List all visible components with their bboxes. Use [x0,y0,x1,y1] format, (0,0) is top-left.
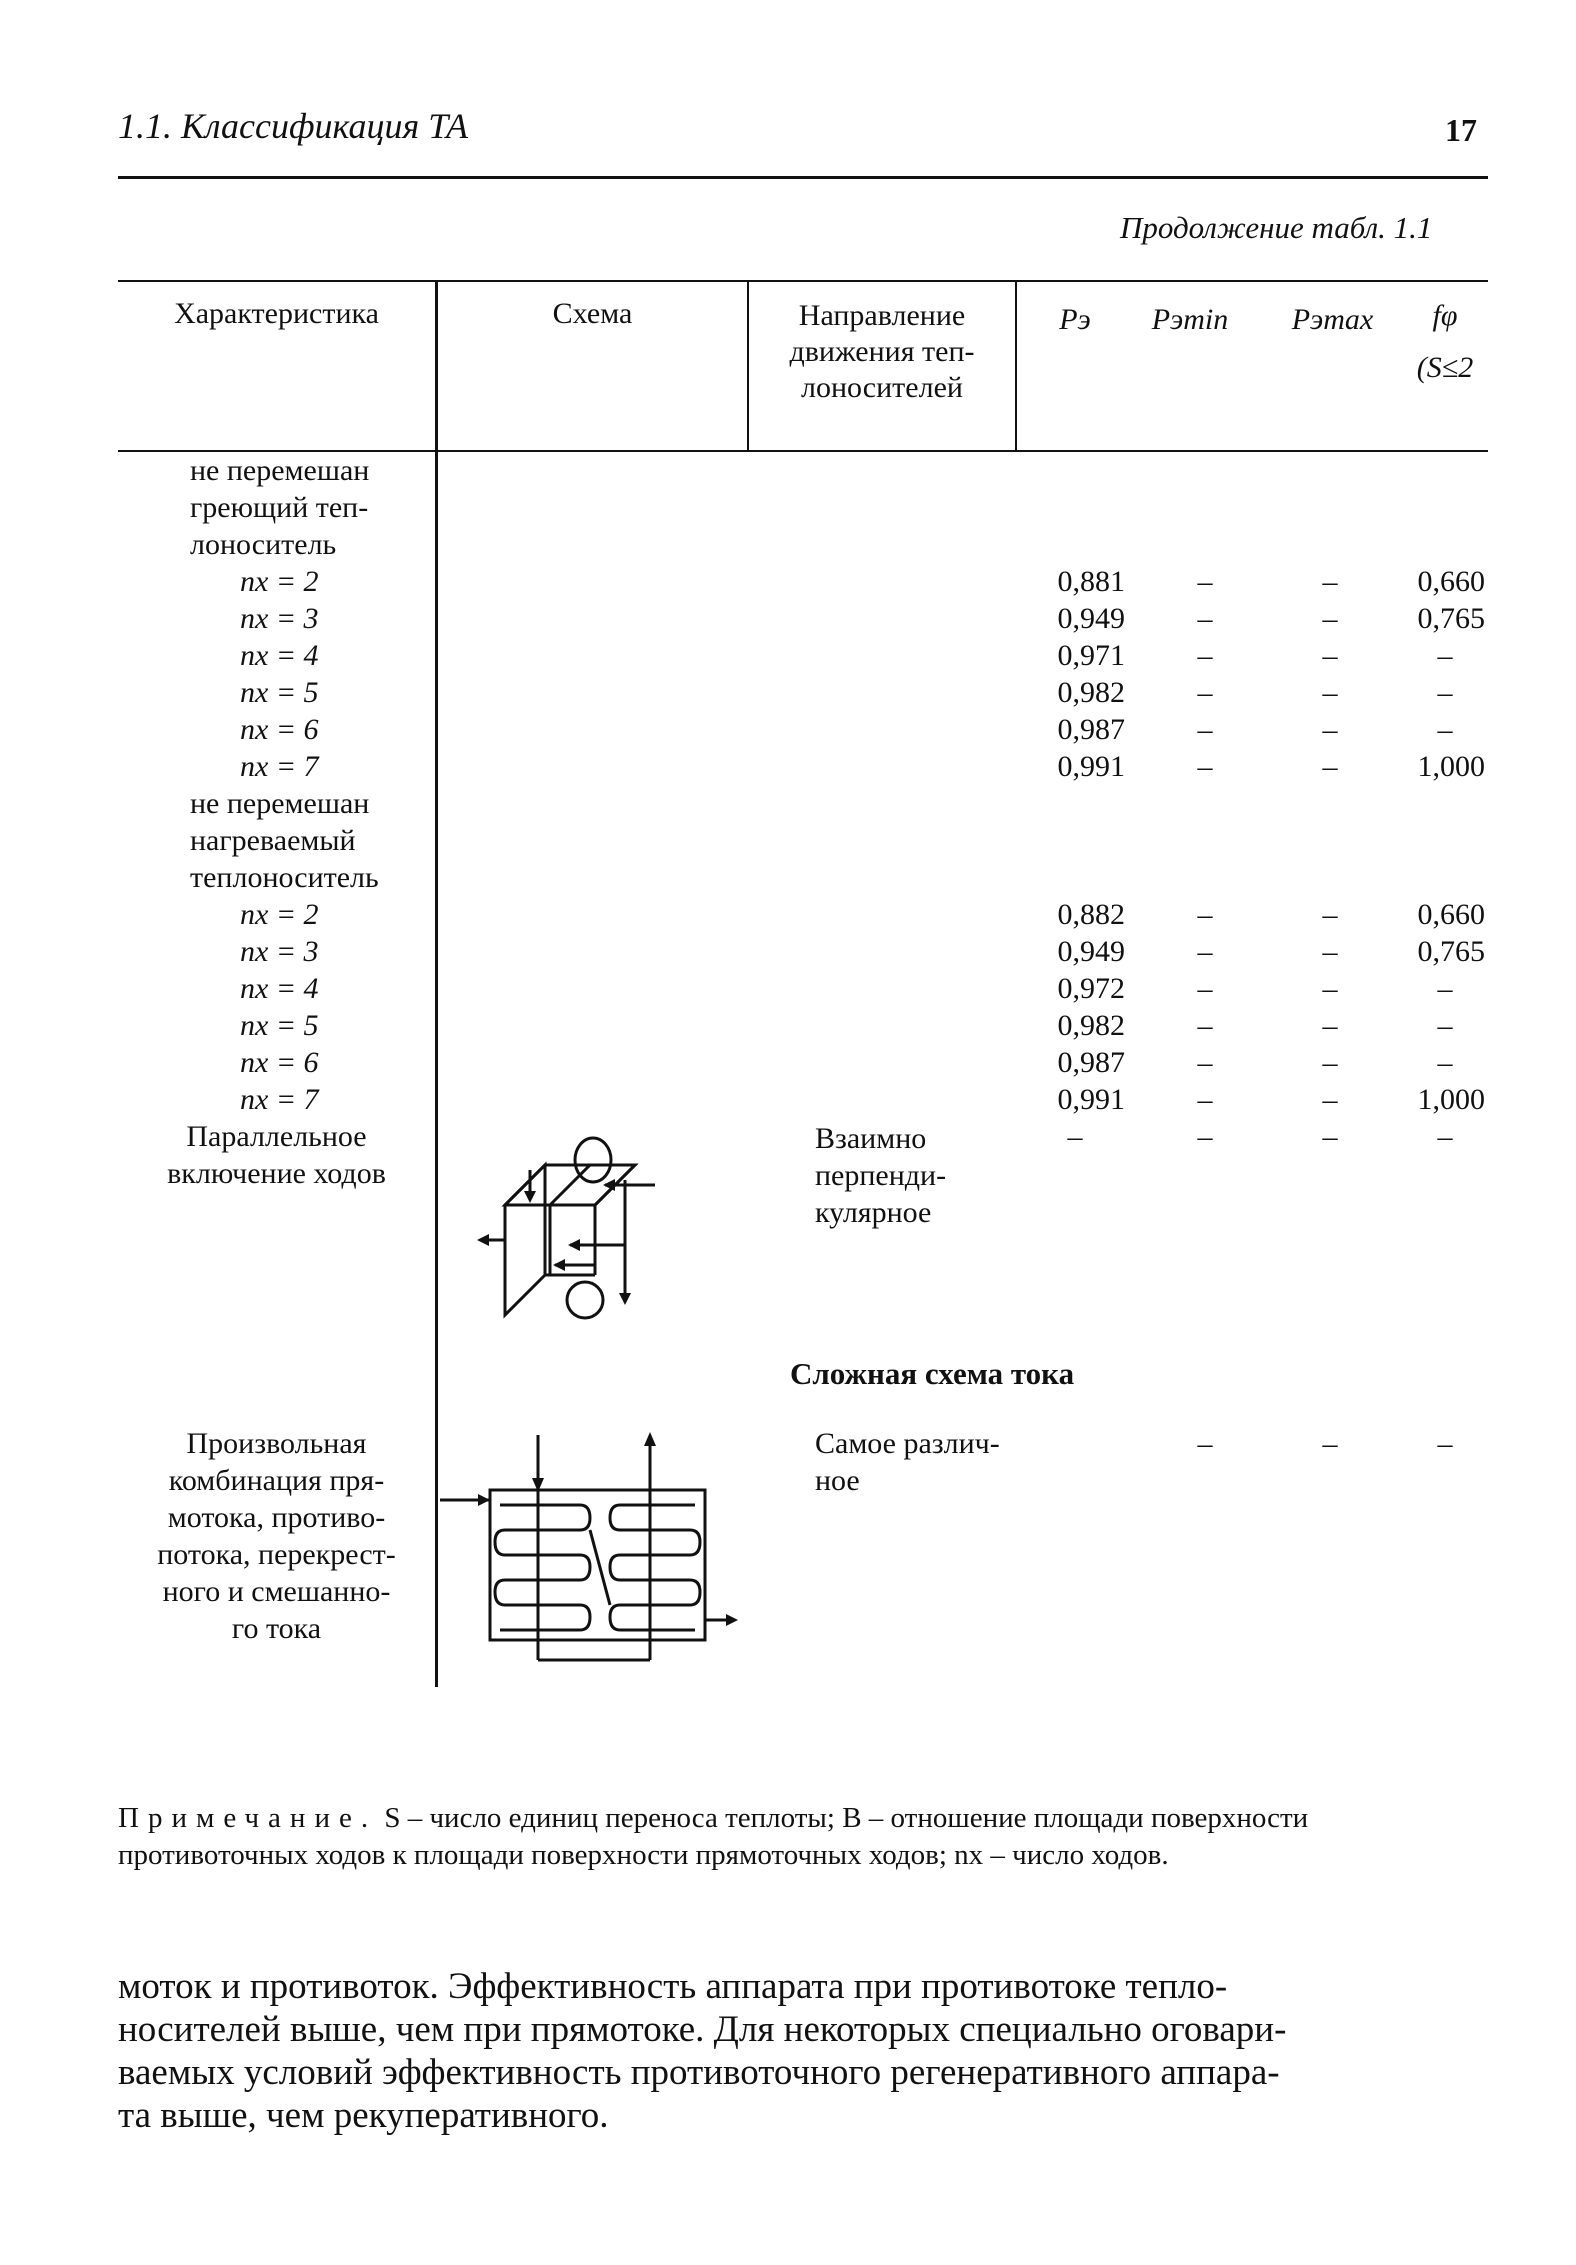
arbitrary-label-line: мотока, противо- [167,1501,386,1534]
fphi-value: – [1437,1427,1453,1460]
col-header-fphi-condition: (S≤2 [1416,351,1474,384]
col-header-direction-line: Направление [798,299,966,332]
pemax-value: – [1322,1427,1338,1460]
parallel-direction-line: кулярное [815,1196,932,1229]
fphi-value: 0,765 [1417,935,1485,968]
table-continuation-label: Продолжение табл. 1.1 [1120,210,1433,245]
pe-value: 0,987 [1057,713,1125,746]
header-rule [118,176,1488,179]
pe-value: 0,991 [1057,1083,1125,1116]
group2-label-line: нагреваемый [190,824,356,857]
group1-label-line: лоноситель [190,528,337,561]
pemax-value: – [1322,1046,1338,1079]
column-divider-3 [1015,282,1017,450]
pemin-value: – [1197,1046,1213,1079]
pe-value: 0,991 [1057,750,1125,783]
pe-value: 0,982 [1057,676,1125,709]
arbitrary-direction-line: ное [815,1464,860,1497]
body-line: ваемых условий эффективность противоточного регенеративного аппара- [118,2052,1280,2093]
passes-label: nx = 5 [240,676,319,709]
col-header-fphi: fφ [1432,299,1458,332]
fphi-value: – [1437,639,1453,672]
group1-label-line: греющий теп- [190,491,369,524]
pe-value: – [1067,1120,1083,1153]
note-text: S – число единиц переноса теплоты; B – отношение площади поверхности противоточных ходов к площади поверхности прямоточных ходов; nx – число ходов. [118,1802,1309,1871]
pe-value: 0,882 [1057,898,1125,931]
combined-flow-diagram [440,1430,740,1680]
complex-scheme-heading: Сложная схема тока [790,1356,1075,1391]
pe-value: 0,982 [1057,1009,1125,1042]
pe-value: 0,949 [1057,602,1125,635]
pemin-value: – [1197,750,1213,783]
col-header-scheme: Схема [552,297,633,330]
fphi-value: – [1437,972,1453,1005]
group2-label [190,785,379,896]
arbitrary-label-line: го тока [231,1612,322,1645]
fphi-value: – [1437,1046,1453,1079]
pemin-value: – [1197,676,1213,709]
passes-label: nx = 6 [240,713,319,746]
pe-value: 0,971 [1057,639,1125,672]
passes-label: nx = 4 [240,639,319,672]
pemax-value: – [1322,676,1338,709]
fphi-value: 1,000 [1417,750,1485,783]
arbitrary-direction-line: Самое различ- [815,1427,1000,1460]
arbitrary-label-line: потока, перекрест- [157,1538,396,1571]
pemax-value: – [1322,935,1338,968]
pemax-value: – [1322,1120,1338,1153]
pemax-value: – [1322,750,1338,783]
body-line: носителей выше, чем при прямотоке. Для некоторых специально оговари- [118,2009,1287,2050]
parallel-label [118,1118,435,1192]
pemin-value: – [1197,935,1213,968]
pemin-value: – [1197,972,1213,1005]
group2-label-line: теплоноситель [190,861,379,894]
arbitrary-label-line: ного и смешанно- [162,1575,391,1608]
pemax-value: – [1322,972,1338,1005]
column-divider-1 [435,282,438,1687]
col-header-pemin: Pэmin [1151,303,1229,336]
col-header-pe: Pэ [1059,303,1091,336]
pemin-value: – [1197,565,1213,598]
col-header-pemax: Pэmax [1291,303,1374,336]
parallel-direction-line: перпенди- [815,1159,947,1192]
passes-label: nx = 7 [240,1083,319,1116]
group1-label-line: не перемешан [190,454,370,487]
passes-label: nx = 3 [240,602,319,635]
group1-label [190,452,369,563]
pemax-value: – [1322,602,1338,635]
fphi-value: – [1437,713,1453,746]
table-top-rule [118,280,1488,282]
passes-label: nx = 2 [240,898,319,931]
pemin-value: – [1197,602,1213,635]
passes-label: nx = 7 [240,750,319,783]
pemax-value: – [1322,1083,1338,1116]
page-number: 17 [1445,112,1477,148]
running-header-title: 1.1. Классификация ТА [118,106,468,146]
passes-label: nx = 4 [240,972,319,1005]
fphi-value: 0,660 [1417,898,1485,931]
parallel-label-line: Параллельное [186,1120,367,1153]
passes-label: nx = 5 [240,1009,319,1042]
pemin-value: – [1197,1083,1213,1116]
pemax-value: – [1322,1009,1338,1042]
arbitrary-direction [815,1425,1000,1499]
fphi-value: – [1437,1009,1453,1042]
fphi-value: 0,660 [1417,565,1485,598]
pemin-value: – [1197,1009,1213,1042]
pemin-value: – [1197,713,1213,746]
col-header-direction-line: лоносителей [801,371,963,404]
pemax-value: – [1322,898,1338,931]
pe-value: 0,987 [1057,1046,1125,1079]
fphi-value: – [1437,1120,1453,1153]
parallel-direction-line: Взаимно [815,1122,927,1155]
parallel-passes-diagram [475,1135,675,1320]
pemin-value: – [1197,639,1213,672]
arbitrary-label [118,1425,435,1647]
parallel-direction [815,1120,946,1231]
pemin-value: – [1197,1427,1213,1460]
arbitrary-label-line: Произвольная [186,1427,367,1460]
col-header-direction-line: движения теп- [789,335,975,368]
pemax-value: – [1322,639,1338,672]
pe-value: 0,949 [1057,935,1125,968]
pemax-value: – [1322,565,1338,598]
fphi-value: 0,765 [1417,602,1485,635]
pemin-value: – [1197,1120,1213,1153]
fphi-value: 1,000 [1417,1083,1485,1116]
fphi-value: – [1437,676,1453,709]
pe-value: 0,881 [1057,565,1125,598]
arbitrary-label-line: комбинация пря- [168,1464,385,1497]
table-note [118,1800,1498,1874]
col-header-direction [749,298,1015,406]
pemax-value: – [1322,713,1338,746]
pe-value: 0,972 [1057,972,1125,1005]
body-paragraph [118,1965,1498,2137]
pemin-value: – [1197,898,1213,931]
passes-label: nx = 2 [240,565,319,598]
col-header-characteristic: Характеристика [174,297,379,330]
note-prefix: Примечание. [118,1802,378,1834]
body-line: та выше, чем рекуперативного. [118,2095,609,2136]
passes-label: nx = 3 [240,935,319,968]
parallel-label-line: включение ходов [167,1157,386,1190]
body-line: моток и противоток. Эффективность аппарата при противотоке тепло- [118,1966,1228,2007]
passes-label: nx = 6 [240,1046,319,1079]
group2-label-line: не перемешан [190,787,370,820]
